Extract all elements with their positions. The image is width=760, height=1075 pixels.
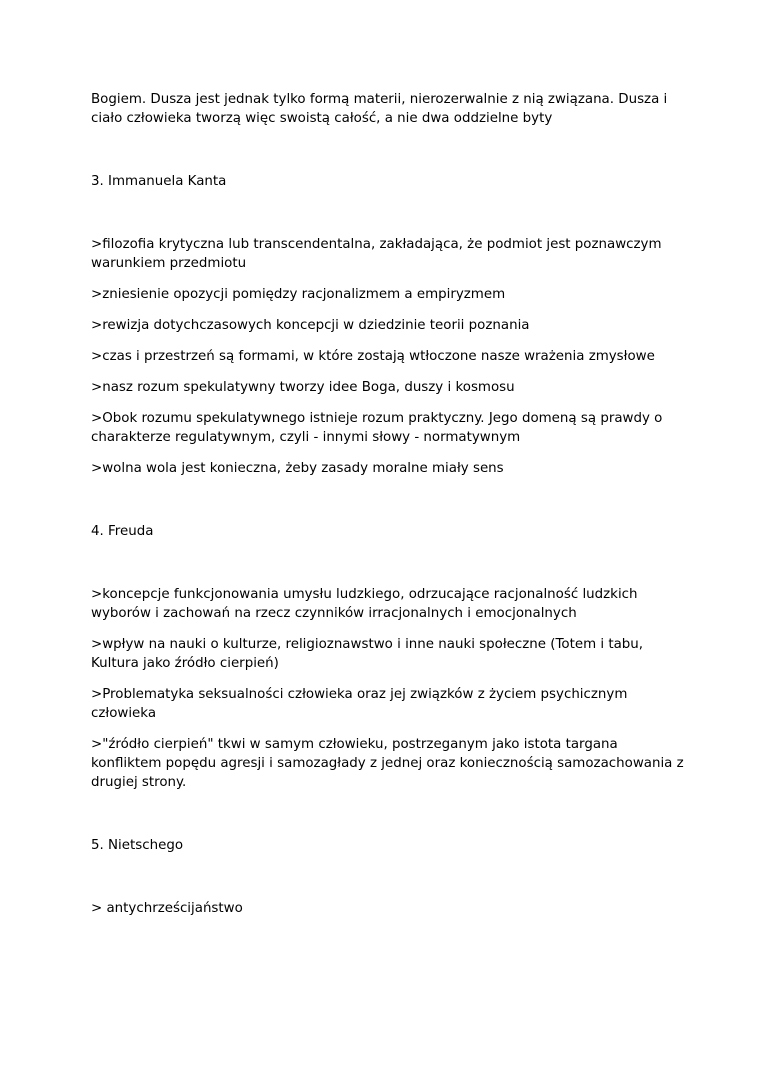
section-heading: 5. Nietschego xyxy=(91,838,184,853)
bullet-list xyxy=(91,585,691,792)
bullet-list xyxy=(91,899,691,918)
list-item: >"źródło cierpień" tkwi w samym człowieku, postrzeganym jako istota targana konfliktem popędu agresji i samozagłady z jednej oraz koniecznością samozachowania z drugiej strony. xyxy=(91,737,684,790)
list-item: >wpływ na nauki o kulturze, religioznawstwo i inne nauki społeczne (Totem i tabu, Kultura jako źródło cierpień) xyxy=(91,637,644,671)
list-item: >wolna wola jest konieczna, żeby zasady moralne miały sens xyxy=(91,461,504,476)
section-heading: 3. Immanuela Kanta xyxy=(91,174,227,189)
list-item: >nasz rozum spekulatywny tworzy idee Boga, duszy i kosmosu xyxy=(91,380,515,395)
document-page xyxy=(91,90,691,930)
section-nietzsche xyxy=(91,836,691,918)
bullet-list xyxy=(91,235,691,478)
intro-paragraph: Bogiem. Dusza jest jednak tylko formą materii, nierozerwalnie z nią związana. Dusza i ciało człowieka tworzą więc swoistą całość, a nie dwa oddzielne byty xyxy=(91,92,668,126)
list-item: >Obok rozumu spekulatywnego istnieje rozum praktyczny. Jego domeną są prawdy o charakterze regulatywnym, czyli - innymi słowy - normatywnym xyxy=(91,411,663,445)
list-item: >filozofia krytyczna lub transcendentalna, zakładająca, że podmiot jest poznawczym warunkiem przedmiotu xyxy=(91,237,662,271)
list-item: >rewizja dotychczasowych koncepcji w dziedzinie teorii poznania xyxy=(91,318,530,333)
list-item: >czas i przestrzeń są formami, w które zostają wtłoczone nasze wrażenia zmysłowe xyxy=(91,349,655,364)
list-item: > antychrześcijaństwo xyxy=(91,901,243,916)
list-item: >zniesienie opozycji pomiędzy racjonalizmem a empiryzmem xyxy=(91,287,506,302)
section-freud xyxy=(91,522,691,792)
section-heading: 4. Freuda xyxy=(91,524,154,539)
section-kant xyxy=(91,172,691,478)
list-item: >Problematyka seksualności człowieka oraz jej związków z życiem psychicznym człowieka xyxy=(91,687,628,721)
list-item: >koncepcje funkcjonowania umysłu ludzkiego, odrzucające racjonalność ludzkich wyborów i zachowań na rzecz czynników irracjonalnych i emocjonalnych xyxy=(91,587,638,621)
